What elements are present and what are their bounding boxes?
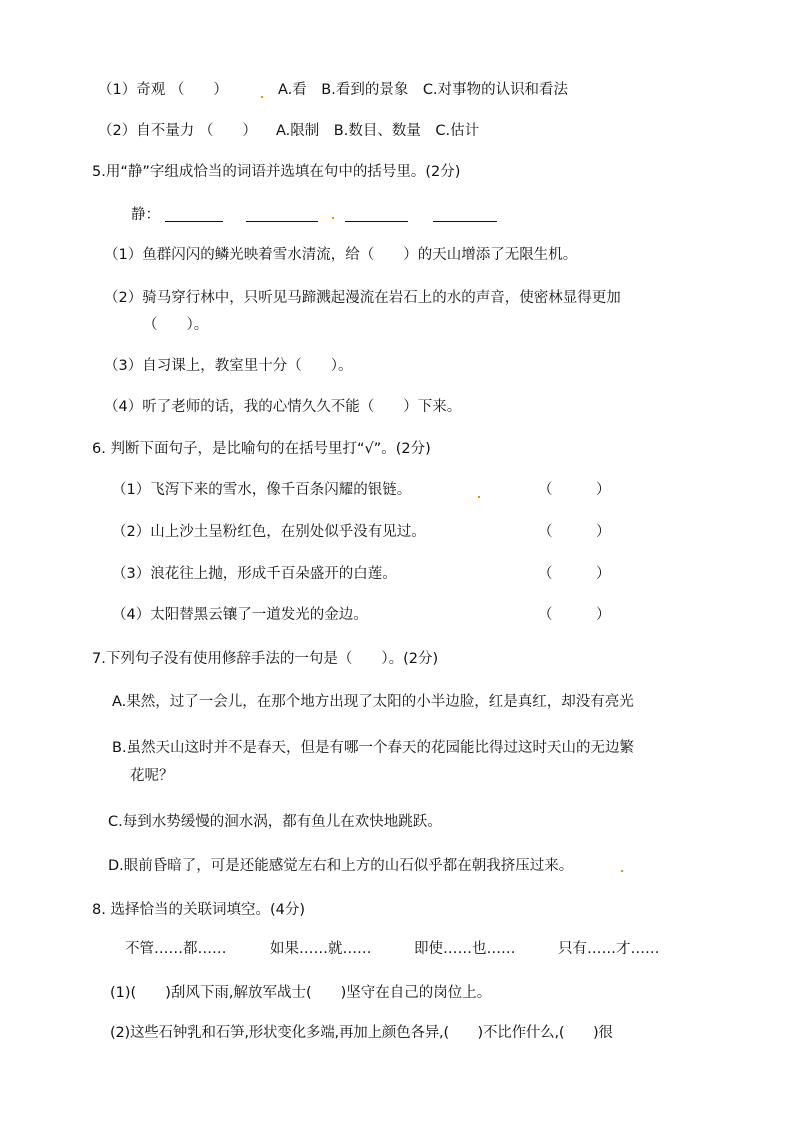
q6-item-4: （4）太阳替黑云镶了一道发光的金边。 xyxy=(112,607,368,623)
q5-sentence-2: （2）骑马穿行林中，只听见马蹄溅起漫流在岩石上的水的声音，使密林显得更加 xyxy=(104,290,621,306)
q7-option-c: C.每到水势缓慢的洄水涡，都有鱼儿在欢快地跳跃。 xyxy=(108,814,442,830)
q8-word-1: 不管……都…… xyxy=(125,941,227,957)
q6-answer-2[interactable]: （ ） xyxy=(538,524,611,540)
q8-word-3: 即使……也…… xyxy=(414,941,516,957)
q6-item-3: （3）浪花往上抛，形成千百朵盛开的白莲。 xyxy=(112,566,397,582)
q6-title: 6. 判断下面句子，是比喻句的在括号里打“√”。(2分) xyxy=(92,441,431,457)
q6-item-2: （2）山上沙土呈粉红色，在别处似乎没有见过。 xyxy=(112,524,426,540)
q8-title: 8. 选择恰当的关联词填空。(4分) xyxy=(92,902,305,918)
q7-option-b: B.虽然天山这时并不是春天，但是有哪一个春天的花园能比得过这时天山的无边繁 xyxy=(112,740,635,756)
q7-option-b-cont: 花呢？ xyxy=(130,768,174,784)
q6-answer-3[interactable]: （ ） xyxy=(538,566,611,582)
q6-answer-1[interactable]: （ ） xyxy=(538,482,611,498)
q7-option-a: A.果然，过了一会儿，在那个地方出现了太阳的小半边脸，红是真红，却没有亮光 xyxy=(112,694,634,710)
q5-sentence-2-cont: （ ）。 xyxy=(143,317,209,333)
q4-item-2: （2）自不量力 （ ） xyxy=(98,123,257,139)
q5-sentence-4: （4）听了老师的话，我的心情久久不能（ ）下来。 xyxy=(104,399,462,415)
stray-mark xyxy=(621,870,623,872)
q6-item-1: （1）飞泻下来的雪水，像千百条闪耀的银链。 xyxy=(112,482,412,498)
q5-blank-1[interactable] xyxy=(165,220,223,222)
stray-mark xyxy=(261,96,263,98)
q5-blank-3[interactable] xyxy=(345,220,408,222)
q8-word-4: 只有……才…… xyxy=(558,941,660,957)
q5-blank-4[interactable] xyxy=(433,220,497,222)
stray-mark xyxy=(332,217,334,219)
q8-sentence-2: (2)这些石钟乳和石笋,形状变化多端,再加上颜色各异,( )不比作什么,( )很 xyxy=(110,1025,613,1041)
q4-item-2-options: A.限制 B.数目、数量 C.估计 xyxy=(276,123,480,139)
q5-sentence-1: （1）鱼群闪闪的鳞光映着雪水清流，给（ ）的天山增添了无限生机。 xyxy=(104,247,578,263)
q4-item-1-text: （1）奇观 （ ） xyxy=(98,82,228,98)
q6-answer-4[interactable]: （ ） xyxy=(538,607,611,623)
q5-sentence-3: （3）自习课上，教室里十分（ ）。 xyxy=(104,358,353,374)
q5-title: 5.用“静”字组成恰当的词语并选填在句中的括号里。(2分) xyxy=(92,164,461,180)
q7-title: 7.下列句子没有使用修辞手法的一句是（ ）。(2分) xyxy=(92,651,439,667)
q5-label: 静： xyxy=(131,207,160,223)
q4-item-1 xyxy=(98,80,228,100)
q8-word-2: 如果……就…… xyxy=(270,941,372,957)
stray-mark xyxy=(478,496,480,498)
q8-sentence-1: (1)( )刮风下雨,解放军战士( )坚守在自己的岗位上。 xyxy=(110,985,492,1001)
q4-item-1-options: A.看 B.看到的景象 C.对事物的认识和看法 xyxy=(278,82,569,98)
q7-option-d: D.眼前昏暗了，可是还能感觉左右和上方的山石似乎都在朝我挤压过来。 xyxy=(108,858,574,874)
q5-blank-2[interactable] xyxy=(246,220,318,222)
